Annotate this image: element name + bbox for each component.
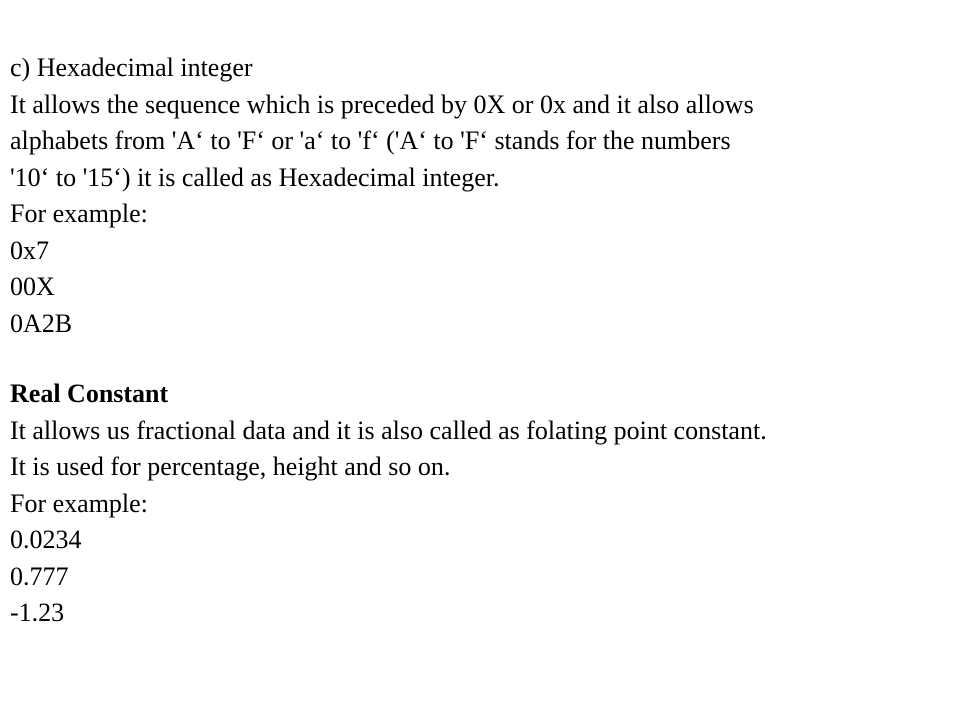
hexadecimal-description-line: alphabets from 'A‘ to 'F‘ or 'a‘ to 'f‘ ('A‘ to 'F‘ stands for the numbers xyxy=(10,126,731,155)
hexadecimal-heading: c) Hexadecimal integer xyxy=(10,53,253,82)
hexadecimal-description-line: It allows the sequence which is preceded by 0X or 0x and it also allows xyxy=(10,89,754,119)
real-constant-section xyxy=(10,376,955,632)
hexadecimal-example: 0x7 xyxy=(10,235,49,265)
hexadecimal-example: 0A2B xyxy=(10,308,73,338)
real-constant-example: 0.0234 xyxy=(10,525,82,554)
real-constant-example: 0.777 xyxy=(10,561,69,591)
hexadecimal-example: 00X xyxy=(10,272,55,301)
real-constant-description-line: It is used for percentage, height and so on. xyxy=(10,452,451,481)
real-constant-description-line: It allows us fractional data and it is also called as folating point constant. xyxy=(10,415,767,445)
section-spacer xyxy=(10,342,955,376)
real-constant-heading: Real Constant xyxy=(10,379,169,408)
hexadecimal-section xyxy=(10,50,955,342)
real-constant-example-label: For example: xyxy=(10,488,148,518)
hexadecimal-example-label: For example: xyxy=(10,199,148,228)
hexadecimal-description-line: '10‘ to '15‘) it is called as Hexadecimal integer. xyxy=(10,162,500,192)
real-constant-example: -1.23 xyxy=(10,598,65,627)
slide-content xyxy=(10,50,955,632)
